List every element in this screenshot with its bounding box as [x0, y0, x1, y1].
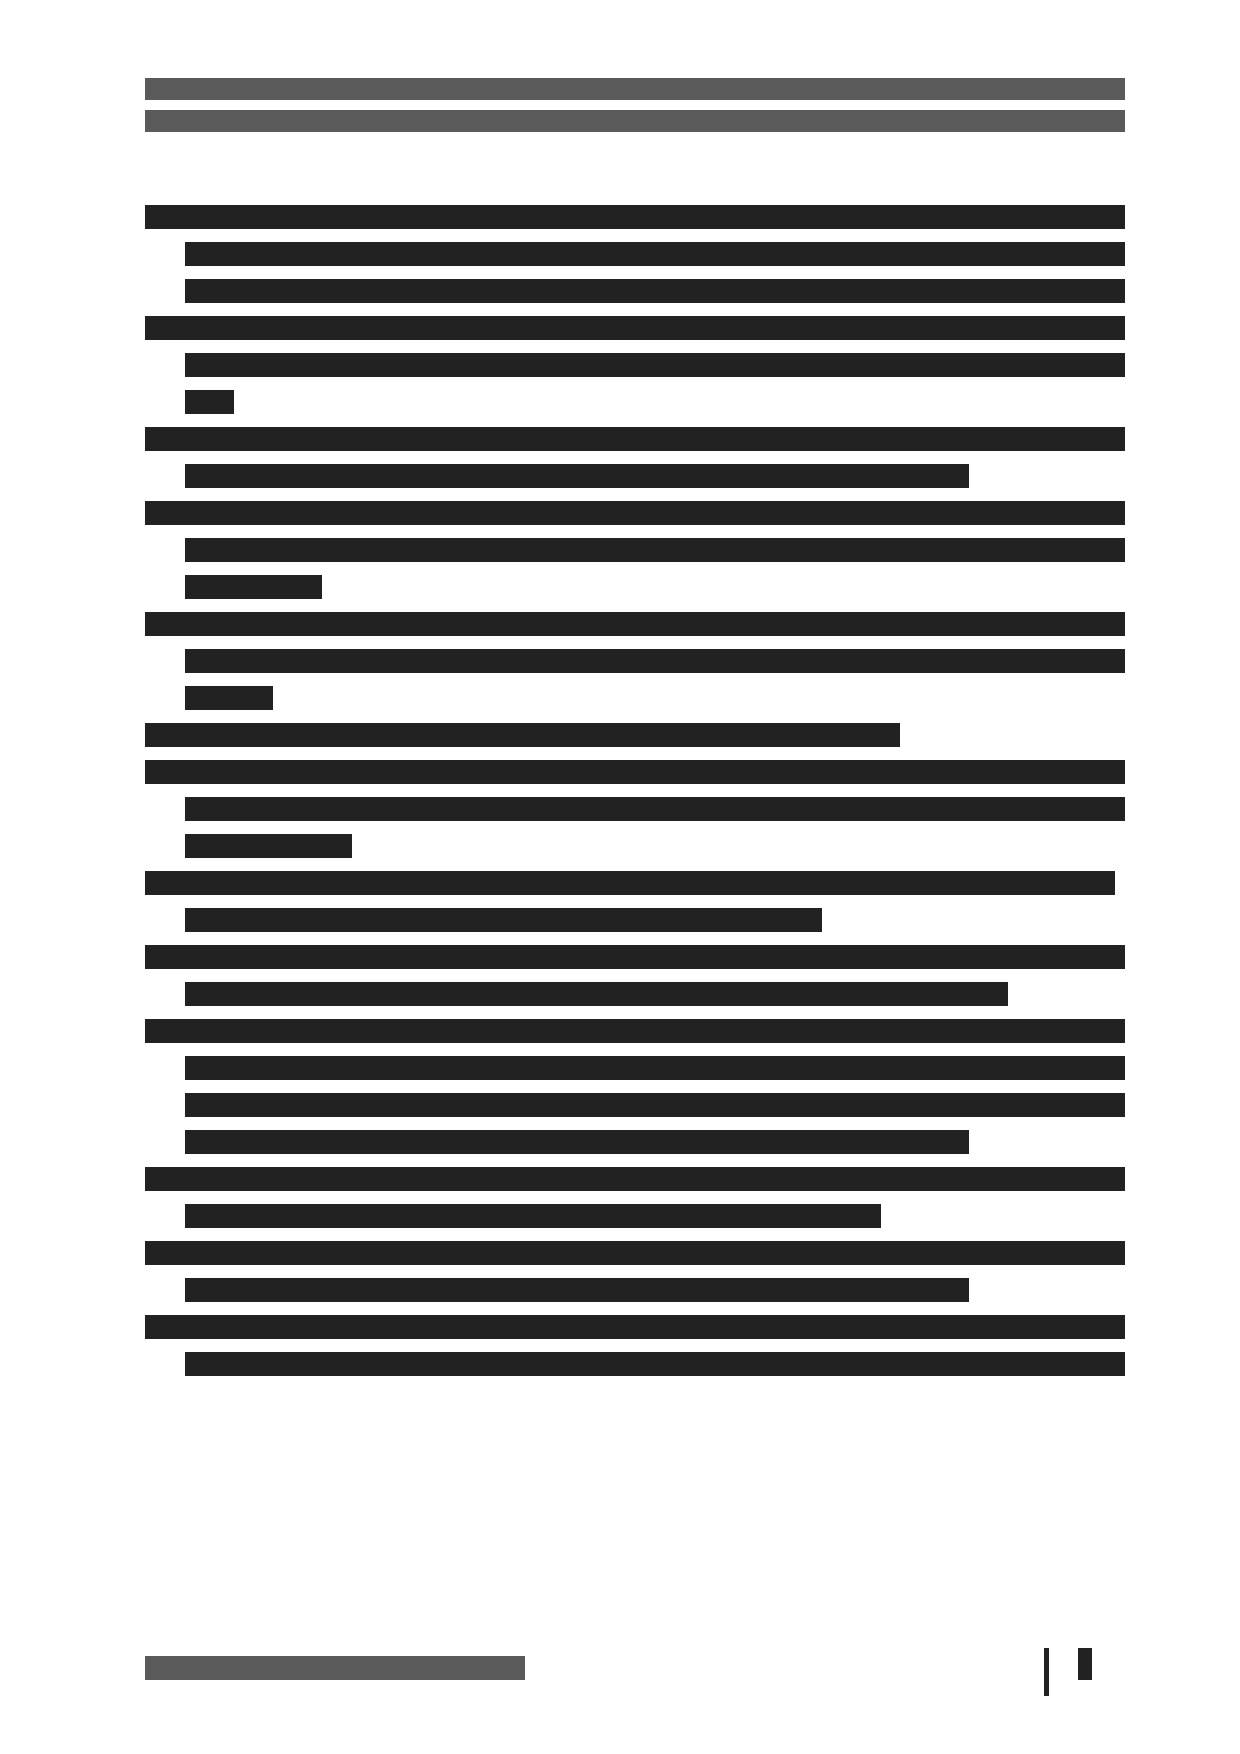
reference-entry: [145, 501, 1125, 599]
text-line: [185, 1130, 969, 1154]
text-line: [145, 760, 1125, 784]
text-line: [185, 242, 1125, 266]
reference-entry: [145, 1019, 1125, 1154]
text-line: [145, 205, 1125, 229]
text-line: [145, 1241, 1125, 1265]
text-line: [185, 353, 1125, 377]
text-line: [145, 612, 1125, 636]
reference-entry: [145, 612, 1125, 710]
header-line: [145, 78, 1125, 100]
reference-entry: [145, 760, 1125, 858]
text-line: [145, 427, 1125, 451]
text-line: [145, 501, 1125, 525]
section-heading: [145, 723, 1125, 747]
reference-entry: [145, 1315, 1125, 1376]
text-line: [185, 982, 1008, 1006]
text-line: [185, 464, 969, 488]
text-line: [185, 390, 234, 414]
text-line: [145, 945, 1125, 969]
text-line: [185, 1278, 969, 1302]
text-line: [145, 1019, 1125, 1043]
reference-entry: [145, 1241, 1125, 1302]
text-line: [185, 575, 322, 599]
text-line: [185, 538, 1125, 562]
text-line: [185, 279, 1125, 303]
footer-running-text: [145, 1656, 525, 1680]
text-line: [185, 797, 1125, 821]
text-line: [145, 723, 900, 747]
text-line: [185, 649, 1125, 673]
text-line: [185, 1056, 1125, 1080]
page-number: [1078, 1648, 1092, 1680]
reference-entry: [145, 427, 1125, 488]
text-line: [185, 908, 822, 932]
text-line: [185, 834, 352, 858]
reference-entry: [145, 871, 1125, 932]
text-line: [185, 1352, 1125, 1376]
text-line: [145, 316, 1125, 340]
footer-divider: [1044, 1648, 1049, 1696]
text-line: [185, 1204, 881, 1228]
text-line: [185, 1093, 1125, 1117]
page-header: [145, 78, 1125, 142]
reference-entry: [145, 945, 1125, 1006]
text-line: [145, 1315, 1125, 1339]
reference-entry: [145, 1167, 1125, 1228]
text-line: [145, 871, 1115, 895]
header-line: [145, 110, 1125, 132]
text-line: [185, 686, 273, 710]
reference-entry: [145, 316, 1125, 414]
reference-list: [145, 205, 1125, 1389]
text-line: [145, 1167, 1125, 1191]
reference-entry: [145, 205, 1125, 303]
